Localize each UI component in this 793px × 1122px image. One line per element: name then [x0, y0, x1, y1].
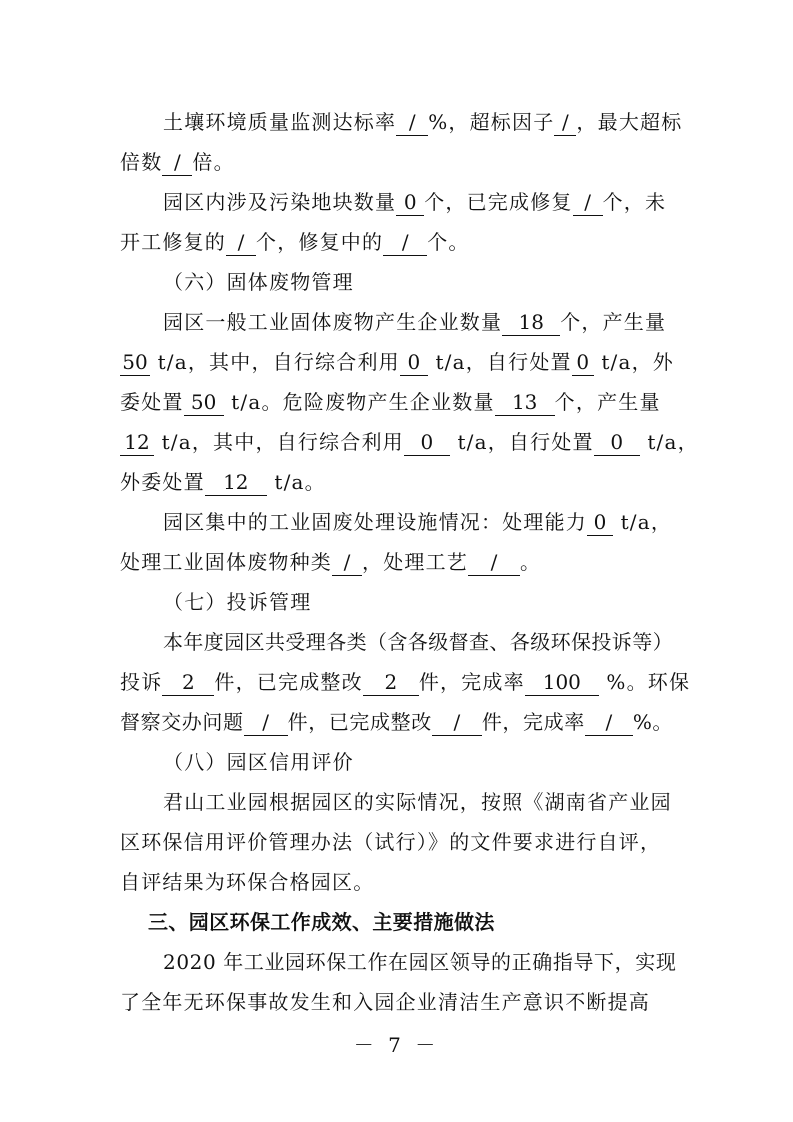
credit-line-2: 区环保信用评价管理办法（试行）》的文件要求进行自评， [120, 830, 662, 854]
plots-line-1 [163, 184, 680, 220]
facility-line-1 [163, 504, 680, 540]
general-self-use: 0 [400, 349, 428, 376]
hazardous-outsourced: 12 [205, 469, 267, 496]
text: 处理工业固体废物种类 [120, 550, 332, 574]
complaint-count: 2 [162, 669, 214, 696]
text: 件，完成率 [481, 710, 585, 734]
treatment-capacity: 0 [587, 509, 613, 536]
text: 个，产生量 [554, 390, 661, 414]
section-heading-solid-waste: （六）固体废物管理 [163, 270, 354, 294]
text: 件，完成率 [418, 670, 525, 694]
section-heading-complaints: （七）投诉管理 [163, 590, 312, 614]
soil-line-2 [120, 144, 680, 180]
text: 倍数 [120, 150, 163, 174]
page-number: － 7 － [353, 1033, 440, 1057]
section-3-heading: 三、园区环保工作成效、主要措施做法 [148, 910, 495, 934]
text: %。环保 [606, 670, 691, 694]
max-exceed-times: / [162, 149, 192, 176]
solid-waste-line-1 [163, 304, 680, 340]
credit-line-3: 自评结果为环保合格园区。 [120, 870, 375, 894]
general-outsourced: 50 [184, 389, 224, 416]
summary-line-2: 了全年无环保事故发生和入园企业清洁生产意识不断提高 [120, 990, 650, 1014]
text: 个，产生量 [560, 310, 667, 334]
text: t/a，自行处置 [457, 430, 594, 454]
soil-line-1 [163, 104, 683, 140]
solid-waste-line-2 [120, 344, 680, 380]
text: ，最大超标 [576, 110, 683, 134]
text: %，超标因子 [428, 110, 555, 134]
text: t/a， [647, 430, 699, 454]
complaints-rectified: 2 [363, 669, 419, 696]
text: t/a。危险废物产生企业数量 [231, 390, 495, 414]
hazardous-waste-output: 12 [120, 429, 154, 456]
text: 园区一般工业固体废物产生企业数量 [163, 310, 503, 334]
text: ，处理工艺 [362, 550, 468, 574]
text: t/a，其中，自行综合利用 [161, 430, 404, 454]
hazardous-waste-enterprises: 13 [495, 389, 555, 416]
text: 督察交办问题 [120, 710, 244, 734]
complaints-line-3 [120, 704, 680, 740]
in-progress-count: / [383, 229, 427, 256]
exceeding-factor: / [554, 109, 576, 136]
text: 委处置 [120, 390, 184, 414]
inspection-rectified: / [432, 709, 482, 736]
solid-waste-line-4 [120, 424, 699, 460]
text: t/a。 [274, 470, 326, 494]
text: 个。 [427, 230, 470, 254]
plots-line-2 [120, 224, 680, 260]
text: %。 [632, 710, 674, 734]
general-self-dispose: 0 [572, 349, 594, 376]
text: t/a， [620, 510, 673, 534]
waste-types: / [332, 549, 362, 576]
general-waste-enterprises: 18 [502, 309, 560, 336]
complaints-line-1: 本年度园区共受理各类（含各级督查、各级环保投诉等） [163, 630, 673, 654]
text: 园区集中的工业固废处理设施情况：处理能力 [163, 510, 587, 534]
not-started-count: / [226, 229, 256, 256]
text: t/a，其中，自行综合利用 [157, 350, 400, 374]
hazardous-self-use: 0 [404, 429, 450, 456]
text: 倍。 [192, 150, 235, 174]
summary-line-1: 2020 年工业园环保工作在园区领导的正确指导下，实现 [163, 950, 677, 974]
treatment-process: / [468, 549, 520, 576]
complaints-line-2 [120, 664, 691, 700]
text: 件，已完成整改 [214, 670, 363, 694]
section-heading-credit: （八）园区信用评价 [163, 750, 354, 774]
text: 投诉 [120, 670, 163, 694]
text: t/a，外 [601, 350, 675, 374]
text: 园区内涉及污染地块数量 [163, 190, 397, 214]
hazardous-self-dispose: 0 [594, 429, 640, 456]
text: 外委处置 [120, 470, 205, 494]
credit-line-1: 君山工业园根据园区的实际情况，按照《湖南省产业园 [163, 790, 672, 814]
completion-rate: 100 [525, 669, 599, 696]
general-waste-output: 50 [120, 349, 150, 376]
text: t/a，自行处置 [435, 350, 572, 374]
text: 。 [520, 550, 542, 574]
solid-waste-line-3 [120, 384, 680, 420]
text: 开工修复的 [120, 230, 226, 254]
repaired-count: / [573, 189, 603, 216]
text: 个，修复中的 [256, 230, 384, 254]
text: 个，已完成修复 [424, 190, 573, 214]
facility-line-2 [120, 544, 680, 580]
soil-standard-rate: / [396, 109, 428, 136]
text: 个，未 [602, 190, 667, 214]
text: 土壤环境质量监测达标率 [163, 110, 397, 134]
text: 件，已完成整改 [287, 710, 432, 734]
inspection-issue-count: / [244, 709, 288, 736]
inspection-completion-rate: / [585, 709, 633, 736]
contaminated-plot-count: 0 [396, 189, 424, 216]
solid-waste-line-5 [120, 464, 680, 500]
